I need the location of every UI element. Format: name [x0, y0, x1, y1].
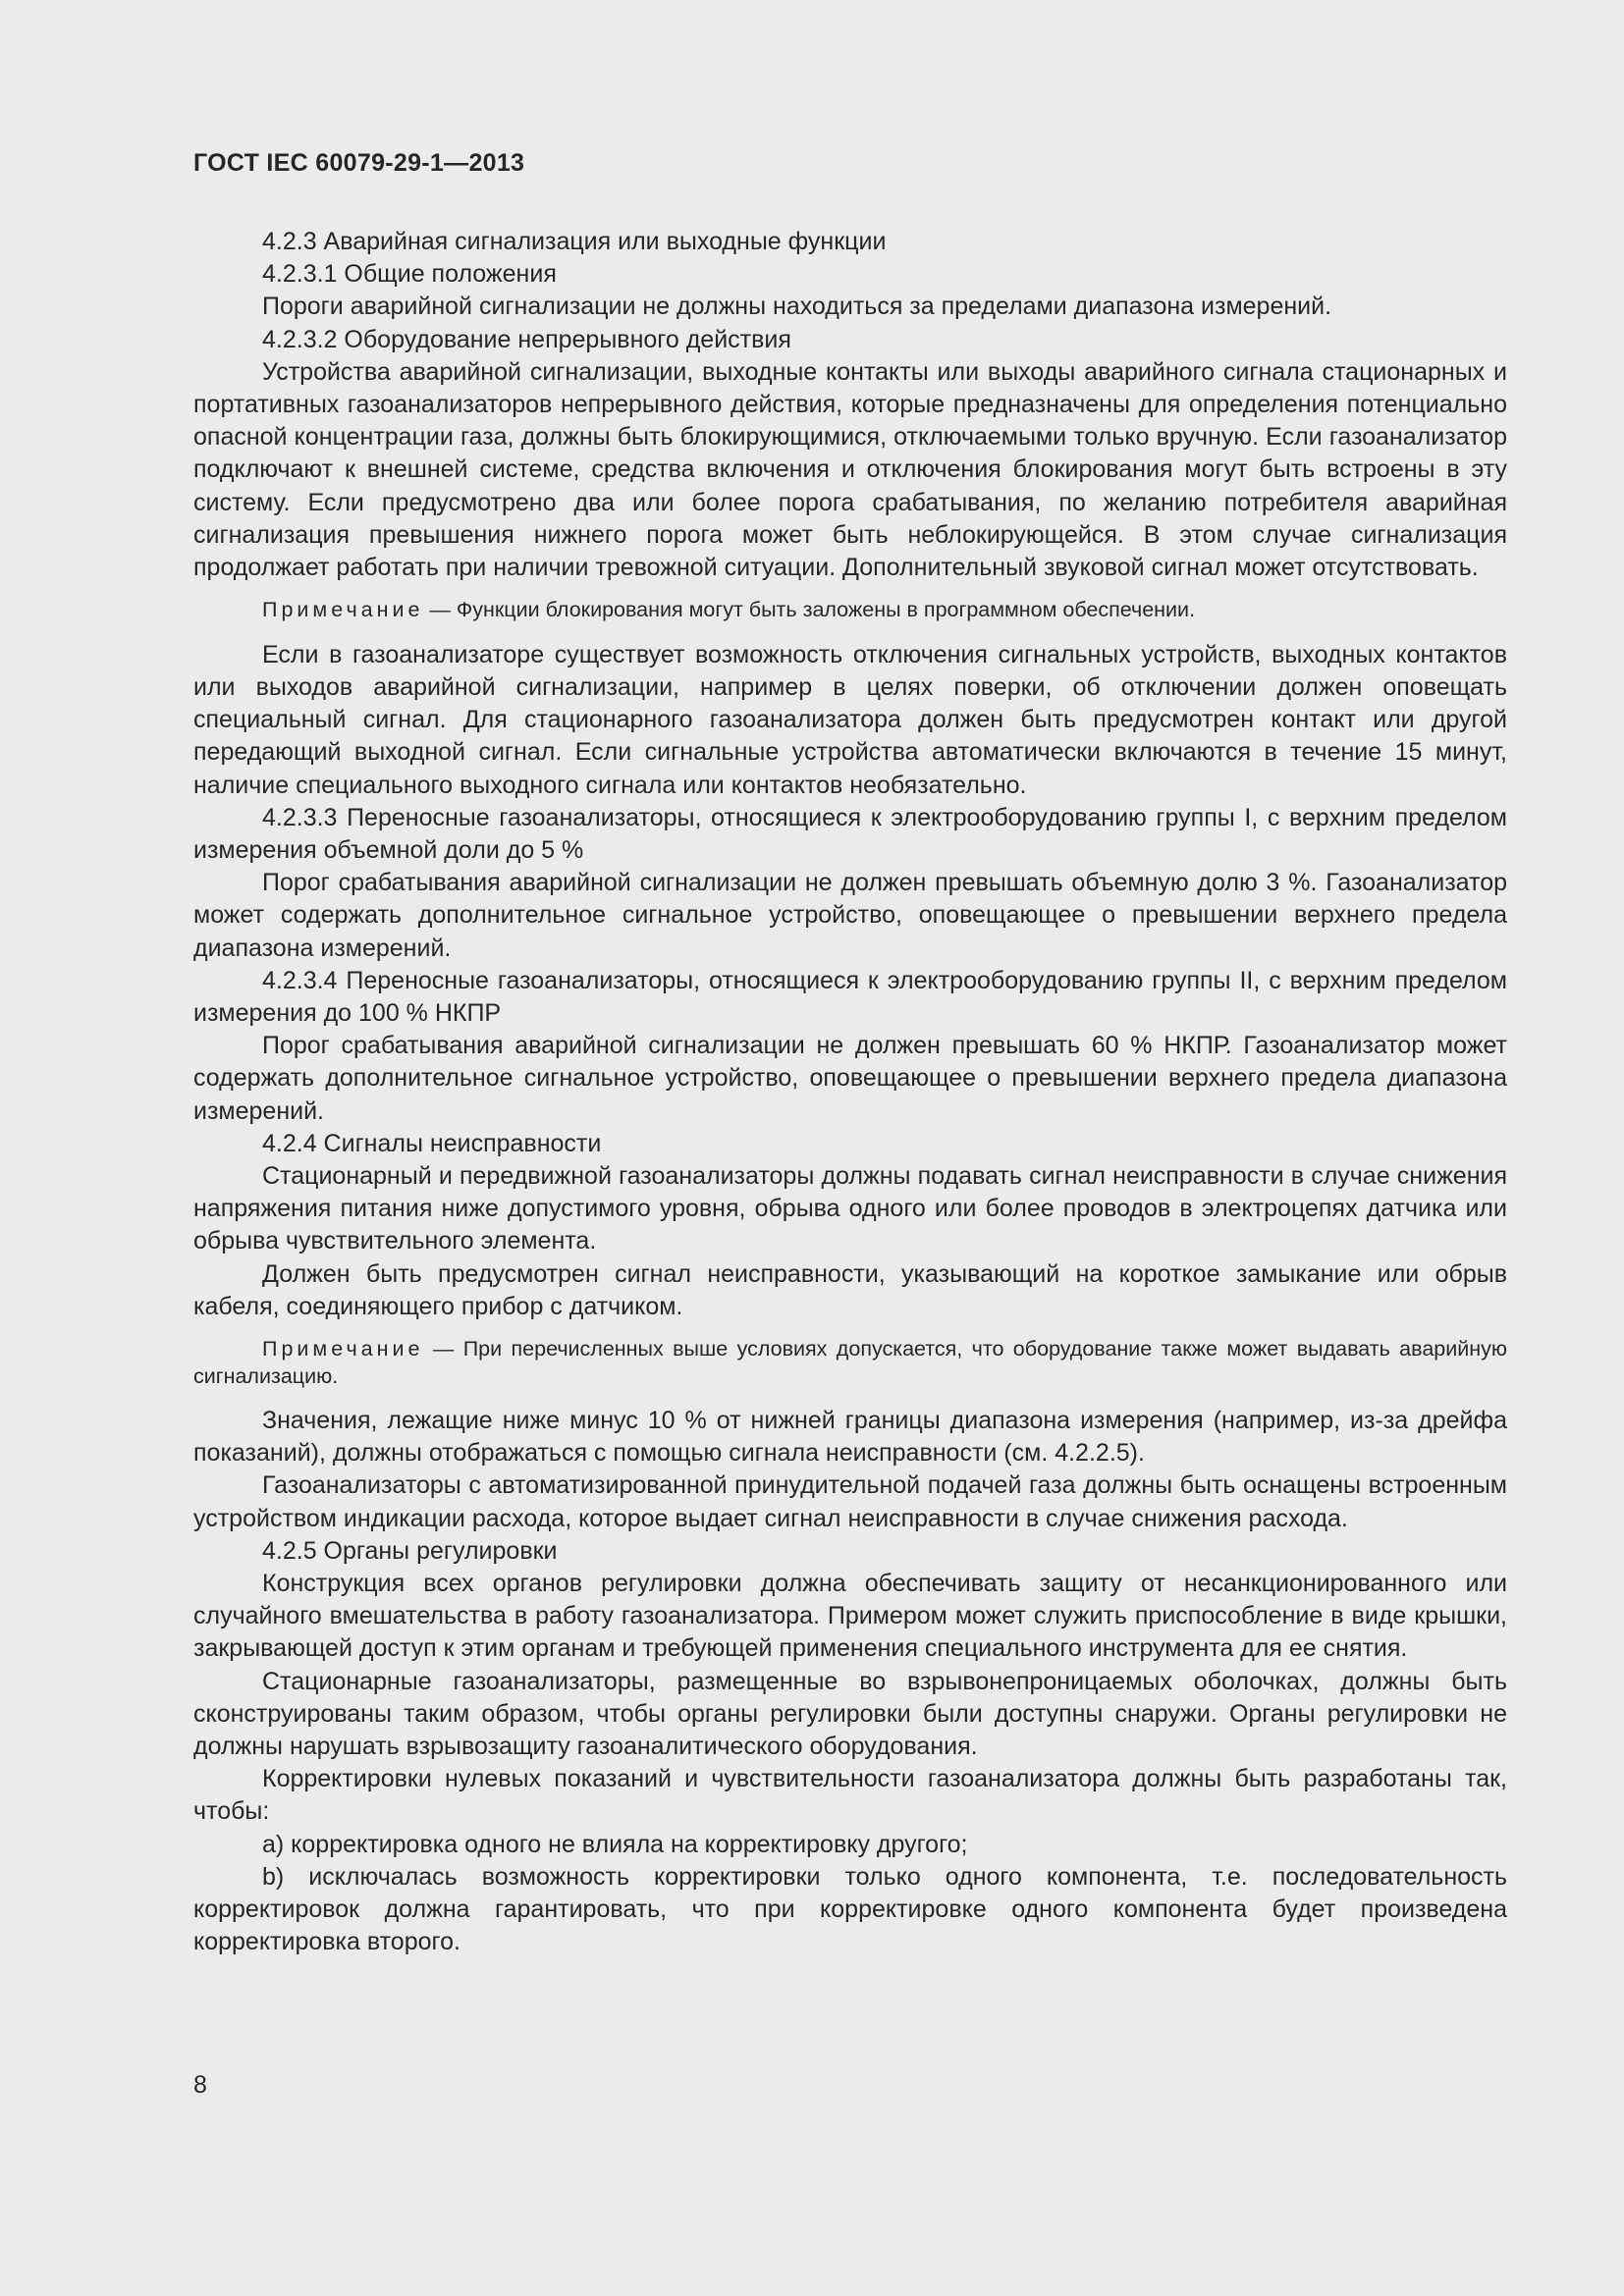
body-paragraph: Должен быть предусмотрен сигнал неисправности, указывающий на короткое замыкание или обрыв кабеля, соединяющего прибор с датчиком.	[193, 1259, 1507, 1320]
document-body	[193, 226, 1507, 1958]
body-paragraph: 4.2.3.4 Переносные газоанализаторы, относящиеся к электрооборудованию группы II, с верхним пределом измерения до 100 % НКПР	[193, 966, 1507, 1027]
note-label: Примечание	[262, 598, 424, 622]
body-paragraph: b) исключалась возможность корректировки только одного компонента, т.е. последовательность корректировок должна гарантировать, что при корректировке одного компонента будет произведена корректировка второго.	[193, 1862, 1507, 1956]
body-paragraph: Порог срабатывания аварийной сигнализации не должен превышать объемную долю 3 %. Газоанализатор может содержать дополнительное сигнальное устройство, оповещающее о превышении верхнего предела диапазона измерений.	[193, 869, 1507, 962]
body-paragraph: Стационарный и передвижной газоанализаторы должны подавать сигнал неисправности в случае снижения напряжения питания ниже допустимого уровня, обрыва одного или более проводов в электроцепях датчика или обрыва чувствительного элемента.	[193, 1161, 1507, 1255]
document-header: ГОСТ IEC 60079-29-1—2013	[193, 149, 525, 177]
body-paragraph: Стационарные газоанализаторы, размещенные во взрывонепроницаемых оболочках, должны быть сконструированы таким образом, чтобы органы регулировки были доступны снаружи. Органы регулировки не должны нарушать взрывозащиту газоаналитического оборудования.	[193, 1667, 1507, 1761]
body-paragraph: Значения, лежащие ниже минус 10 % от нижней границы диапазона измерения (например, из-за дрейфа показаний), должны отображаться с помощью сигнала неисправности (см. 4.2.2.5).	[193, 1407, 1507, 1468]
body-paragraph: 4.2.4 Сигналы неисправности	[262, 1129, 602, 1157]
note-paragraph	[193, 1336, 1507, 1390]
body-paragraph: 4.2.3.3 Переносные газоанализаторы, относящиеся к электрооборудованию группы I, с верхним пределом измерения объемной доли до 5 %	[193, 803, 1507, 864]
body-paragraph: 4.2.5 Органы регулировки	[262, 1536, 558, 1565]
body-paragraph: Пороги аварийной сигнализации не должны находиться за пределами диапазона измерений.	[262, 293, 1332, 321]
body-paragraph: Устройства аварийной сигнализации, выходные контакты или выходы аварийного сигнала стационарных и портативных газоанализаторов непрерывного действия, которые предназначены для определения потенциально опасной концентрации газа, должны быть блокирующимися, отключаемыми только вручную. Если газоанализатор подключают к внешней системе, средства включения и отключения блокирования могут быть встроены в эту систему. Если предусмотрено два или более порога срабатывания, по желанию потребителя аварийная сигнализация превышения нижнего порога может быть неблокирующейся. В этом случае сигнализация продолжает работать при наличии тревожной ситуации. Дополнительный звуковой сигнал может отсутствовать.	[193, 357, 1507, 582]
body-paragraph: 4.2.3 Аварийная сигнализация или выходные функции	[262, 228, 887, 255]
body-paragraph: Если в газоанализаторе существует возможность отключения сигнальных устройств, выходных контактов или выходов аварийной сигнализации, например в целях поверки, об отключении должен оповещать специальный сигнал. Для стационарного газоанализатора должен быть предусмотрен контакт или другой передающий выходной сигнал. Если сигнальные устройства автоматически включаются в течение 15 минут, наличие специального выходного сигнала или контактов необязательно.	[193, 640, 1507, 799]
body-paragraph: 4.2.3.1 Общие положения	[262, 260, 557, 289]
page-number: 8	[193, 2071, 207, 2099]
body-paragraph: 4.2.3.2 Оборудование непрерывного действия	[262, 325, 791, 353]
note-label: Примечание	[262, 1337, 424, 1361]
body-paragraph: Газоанализаторы с автоматизированной принудительной подачей газа должны быть оснащены встроенным устройством индикации расхода, которое выдает сигнал неисправности в случае снижения расхода.	[193, 1471, 1507, 1532]
body-paragraph: a) корректировка одного не влияла на корректировку другого;	[262, 1830, 968, 1858]
body-paragraph: Корректировки нулевых показаний и чувствительности газоанализатора должны быть разработаны так, чтобы:	[193, 1765, 1507, 1826]
note-paragraph	[193, 597, 1507, 624]
body-paragraph: Конструкция всех органов регулировки должна обеспечивать защиту от несанкционированного или случайного вмешательства в работу газоанализатора. Примером может служить приспособление в виде крышки, закрывающей доступ к этим органам и требующей применения специального инструмента для ее снятия.	[193, 1570, 1507, 1663]
note-text: — Функции блокирования могут быть заложены в программном обеспечении.	[423, 598, 1196, 622]
body-paragraph: Порог срабатывания аварийной сигнализации не должен превышать 60 % НКПР. Газоанализатор может содержать дополнительное сигнальное устройство, оповещающее о превышении верхнего предела диапазона измерений.	[193, 1032, 1507, 1125]
note-text: — При перечисленных выше условиях допускается, что оборудование также может выдавать аварийную сигнализацию.	[193, 1337, 1507, 1388]
